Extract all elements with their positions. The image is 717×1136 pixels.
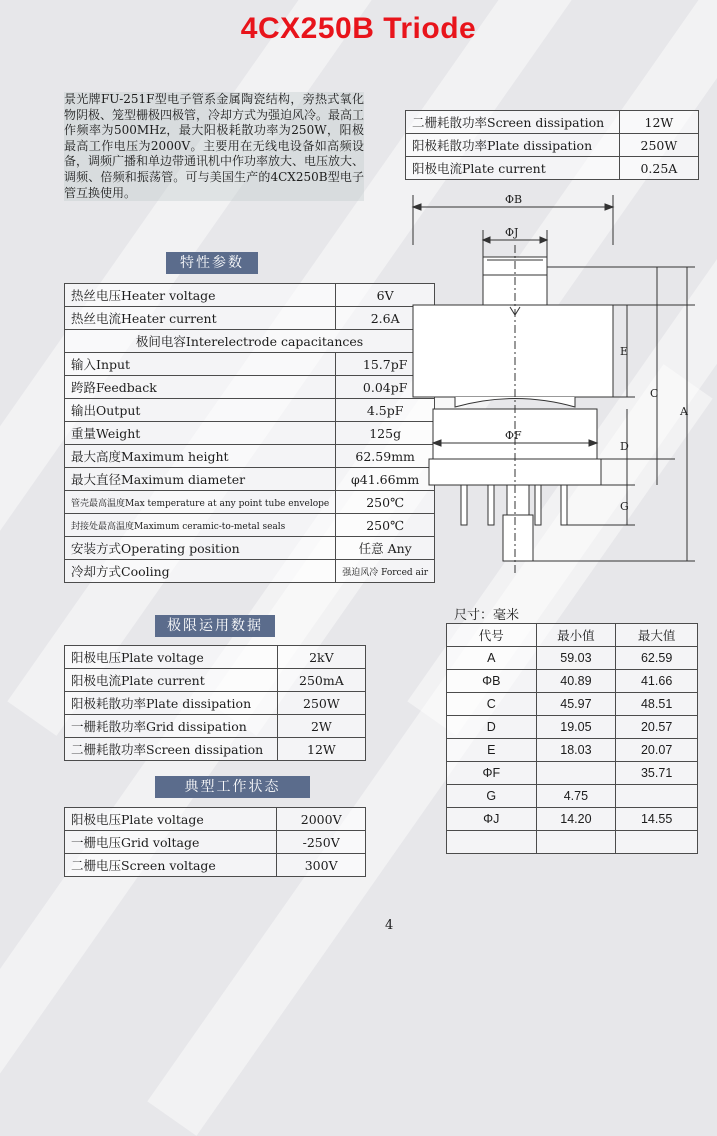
table-cell-label: 阳极耗散功率Plate dissipation <box>406 134 620 157</box>
table-header-row <box>447 624 698 647</box>
table-header-cell: 代号 <box>447 624 537 647</box>
table-cell: 48.51 <box>616 693 698 716</box>
table-cell-label: 一栅电压Grid voltage <box>65 831 277 854</box>
table-cell-value: 15.7pF <box>336 353 435 376</box>
table-row <box>65 715 366 738</box>
table-row <box>65 330 435 353</box>
table-cell <box>616 785 698 808</box>
table-row <box>65 307 435 330</box>
table-row <box>65 669 366 692</box>
table-cell-value: 250℃ <box>336 491 435 514</box>
typical-table <box>64 807 366 877</box>
table-row <box>65 422 435 445</box>
table-cell-label: 阳极电流Plate current <box>406 157 620 180</box>
table-cell-label: 最大高度Maximum height <box>65 445 336 468</box>
table-cell-label: 一栅耗散功率Grid dissipation <box>65 715 278 738</box>
table-cell-label: 安装方式Operating position <box>65 537 336 560</box>
table-row <box>447 762 698 785</box>
table-row <box>65 468 435 491</box>
table-cell: 14.20 <box>536 808 616 831</box>
table-cell-value: 2W <box>277 715 365 738</box>
table-row <box>65 445 435 468</box>
table-row <box>65 353 435 376</box>
limits-table <box>64 645 366 761</box>
limits-heading: 极限运用数据 <box>155 615 275 637</box>
table-cell-label: 跨路Feedback <box>65 376 336 399</box>
table-cell: 40.89 <box>536 670 616 693</box>
typical-heading: 典型工作状态 <box>155 776 310 798</box>
screen-plate-table <box>405 110 699 180</box>
table-row <box>447 716 698 739</box>
table-cell-label: 封接处最高温度Maximum ceramic-to-metal seals <box>65 514 336 537</box>
table-cell: ΦJ <box>447 808 537 831</box>
table-row <box>65 808 366 831</box>
label-b: ΦB <box>505 193 523 206</box>
page-title: 4CX250B Triode <box>240 12 477 45</box>
table-row <box>447 647 698 670</box>
table-cell: 20.57 <box>616 716 698 739</box>
table-cell-value: 2kV <box>277 646 365 669</box>
table-cell-value: 250W <box>277 692 365 715</box>
dimensions-table <box>446 623 698 854</box>
table-row <box>447 693 698 716</box>
table-row <box>65 646 366 669</box>
label-a: A <box>680 405 688 418</box>
label-e: E <box>620 345 629 358</box>
table-cell-label: 冷却方式Cooling <box>65 560 336 583</box>
table-row <box>447 670 698 693</box>
table-cell-value: 任意 Any <box>336 537 435 560</box>
label-f: ΦF <box>505 429 522 442</box>
table-cell-label: 管壳最高温度Max temperature at any point tube envelope <box>65 491 336 514</box>
intro-paragraph: 景光牌FU-251F型电子管系金属陶瓷结构，旁热式氧化物阴极、笼型栅极四极管，冷却方式为强迫风冷。最高工作频率为500MHz，最大阳极耗散功率为250W，阳极最高工作电压为2000V。主要用在无线电设备如高频设备，调频广播和单边带通讯机中作功率放大、电压放大、调频、倍频和振荡管。可与美国生产的4CX250B型电子管互换使用。 <box>64 92 365 200</box>
tube-dimension-drawing <box>395 185 705 605</box>
table-row <box>65 831 366 854</box>
table-cell: 20.07 <box>616 739 698 762</box>
table-cell: E <box>447 739 537 762</box>
table-cell-label: 阳极电流Plate current <box>65 669 278 692</box>
table-row <box>65 537 435 560</box>
table-row <box>65 376 435 399</box>
table-cell-value: 0.25A <box>619 157 698 180</box>
table-cell-value: 2.6A <box>336 307 435 330</box>
label-j: ΦJ <box>505 226 519 239</box>
table-cell: 45.97 <box>536 693 616 716</box>
table-row <box>447 739 698 762</box>
table-cell-value: 0.04pF <box>336 376 435 399</box>
table-row <box>65 491 435 514</box>
table-cell-value: 强迫风冷 Forced air <box>336 560 435 583</box>
unit-label: 尺寸：毫米 <box>454 608 520 623</box>
table-cell: 62.59 <box>616 647 698 670</box>
table-cell-value: 62.59mm <box>336 445 435 468</box>
table-cell-label: 输入Input <box>65 353 336 376</box>
table-row <box>65 738 366 761</box>
table-cell-label: 阳极耗散功率Plate dissipation <box>65 692 278 715</box>
table-cell-label: 阳极电压Plate voltage <box>65 808 277 831</box>
table-cell-label: 热丝电流Heater current <box>65 307 336 330</box>
table-row <box>65 399 435 422</box>
table-cell: 18.03 <box>536 739 616 762</box>
table-cell-label: 输出Output <box>65 399 336 422</box>
table-row <box>65 514 435 537</box>
label-g: G <box>620 500 629 513</box>
table-cell: 59.03 <box>536 647 616 670</box>
table-row <box>447 785 698 808</box>
characteristics-table <box>64 283 435 583</box>
table-row <box>447 808 698 831</box>
table-cell-value: φ41.66mm <box>336 468 435 491</box>
table-row <box>65 854 366 877</box>
table-row <box>406 111 699 134</box>
table-cell-value: 250℃ <box>336 514 435 537</box>
table-cell-span: 极间电容Interelectrode capacitances <box>65 330 435 353</box>
table-cell-value: 250W <box>619 134 698 157</box>
table-row <box>65 284 435 307</box>
table-cell <box>536 762 616 785</box>
table-row <box>406 157 699 180</box>
label-d: D <box>620 440 629 453</box>
table-cell: ΦF <box>447 762 537 785</box>
table-row <box>447 831 698 854</box>
table-cell: 35.71 <box>616 762 698 785</box>
label-c: C <box>650 387 659 400</box>
table-cell-value: -250V <box>277 831 366 854</box>
table-cell-value: 4.5pF <box>336 399 435 422</box>
table-cell: 19.05 <box>536 716 616 739</box>
table-cell-value: 6V <box>336 284 435 307</box>
table-row <box>65 692 366 715</box>
table-cell: ΦB <box>447 670 537 693</box>
table-cell: 41.66 <box>616 670 698 693</box>
table-cell: 14.55 <box>616 808 698 831</box>
table-cell-label: 二栅电压Screen voltage <box>65 854 277 877</box>
table-row <box>65 560 435 583</box>
table-cell-label: 最大直径Maximum diameter <box>65 468 336 491</box>
table-cell-value: 300V <box>277 854 366 877</box>
table-header-cell: 最小值 <box>536 624 616 647</box>
table-row <box>406 134 699 157</box>
table-cell: D <box>447 716 537 739</box>
characteristics-heading: 特性参数 <box>166 252 258 274</box>
table-cell-value: 12W <box>619 111 698 134</box>
table-cell <box>616 831 698 854</box>
table-cell-label: 二栅耗散功率Screen dissipation <box>406 111 620 134</box>
table-cell: A <box>447 647 537 670</box>
table-cell-value: 2000V <box>277 808 366 831</box>
table-cell <box>536 831 616 854</box>
table-cell-label: 重量Weight <box>65 422 336 445</box>
table-cell-label: 热丝电压Heater voltage <box>65 284 336 307</box>
table-cell-value: 250mA <box>277 669 365 692</box>
table-cell-value: 125g <box>336 422 435 445</box>
page-number: 4 <box>385 918 394 933</box>
table-cell: G <box>447 785 537 808</box>
table-cell: 4.75 <box>536 785 616 808</box>
table-cell-label: 二栅耗散功率Screen dissipation <box>65 738 278 761</box>
table-header-cell: 最大值 <box>616 624 698 647</box>
table-cell-label: 阳极电压Plate voltage <box>65 646 278 669</box>
table-cell-value: 12W <box>277 738 365 761</box>
table-cell: C <box>447 693 537 716</box>
table-cell <box>447 831 537 854</box>
